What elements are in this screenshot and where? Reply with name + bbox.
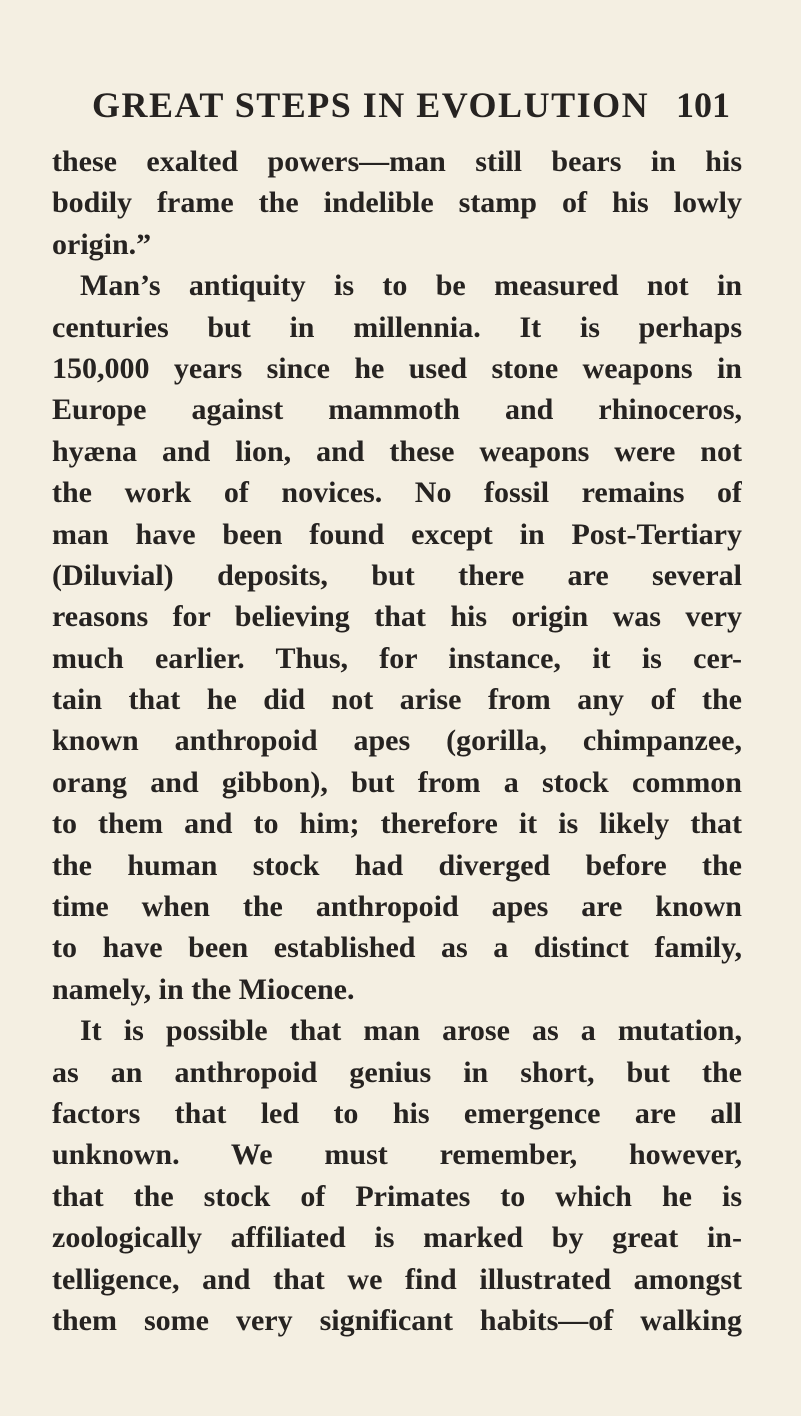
text-line: to them and to him; therefore it is likely that [52, 807, 742, 841]
text-line: man have been found except in Post-Tertiary [52, 517, 742, 551]
text-line: them some very significant habits—of walking [52, 1303, 742, 1337]
text-line: zoologically affiliated is marked by great in- [52, 1221, 742, 1255]
text-line: that the stock of Primates to which he is [52, 1179, 742, 1213]
text-line: 150,000 years since he used stone weapons in [52, 351, 742, 385]
text-line: Europe against mammoth and rhinoceros, [52, 393, 742, 427]
text-line: tain that he did not arise from any of the [52, 683, 742, 717]
text-line: Man’s antiquity is to be measured not in [80, 269, 742, 303]
text-line: known anthropoid apes (gorilla, chimpanzee, [52, 724, 742, 758]
running-head [52, 82, 742, 128]
page-number: 101 [676, 85, 730, 125]
text-line: reasons for believing that his origin was very [52, 600, 742, 634]
text-line: orang and gibbon), but from a stock common [52, 765, 742, 799]
text-line: It is possible that man arose as a mutation, [80, 1014, 742, 1048]
text-line: the human stock had diverged before the [52, 848, 742, 882]
text-line: to have been established as a distinct family, [52, 931, 742, 965]
text-line: much earlier. Thus, for instance, it is cer- [52, 641, 742, 675]
text-line: telligence, and that we find illustrated amongst [52, 1262, 742, 1296]
text-line: bodily frame the indelible stamp of his lowly [52, 186, 742, 220]
text-line: as an anthropoid genius in short, but the [52, 1055, 742, 1089]
body-text [52, 141, 742, 1341]
running-head-title: GREAT STEPS IN EVOLUTION [92, 85, 650, 125]
text-line: factors that led to his emergence are all [52, 1096, 742, 1130]
text-line: these exalted powers—man still bears in his [52, 145, 742, 178]
text-line: time when the anthropoid apes are known [52, 890, 742, 924]
text-line: hyæna and lion, and these weapons were not [52, 434, 742, 468]
text-line: centuries but in millennia. It is perhaps [52, 310, 742, 344]
text-line: origin.” [52, 227, 152, 261]
text-line: unknown. We must remember, however, [52, 1138, 742, 1172]
text-line: namely, in the Miocene. [52, 972, 355, 1006]
text-line: (Diluvial) deposits, but there are several [52, 558, 742, 592]
text-line: the work of novices. No fossil remains of [52, 476, 742, 510]
